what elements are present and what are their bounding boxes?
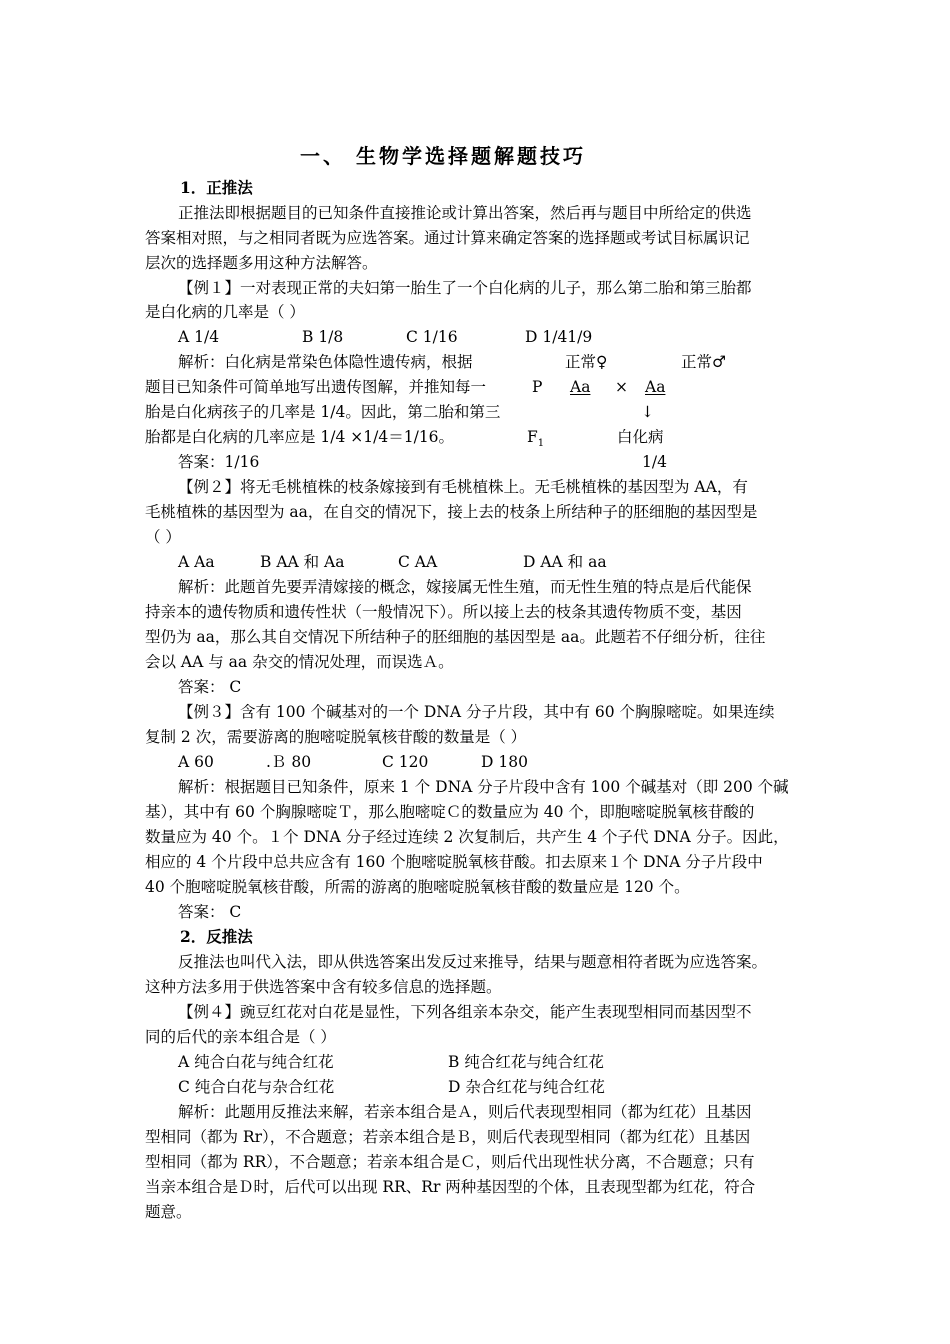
example-2-question: （ ）	[145, 528, 181, 546]
option-d: D 180	[481, 753, 528, 771]
paragraph-line: 层次的选择题多用这种方法解答。	[145, 254, 378, 272]
genotype-father: Aa	[645, 378, 666, 396]
answer-line: 答案： C	[178, 903, 242, 921]
analysis-line: 当亲本组合是Ｄ时，后代可以出现 RR、Rr 两种基因型的个体，且表现型都为红花，符合	[145, 1178, 756, 1196]
paragraph-line: 答案相对照，与之相同者既为应选答案。通过计算来确定答案的选择题或考试目标属识记	[145, 229, 750, 247]
analysis-line: 数量应为 40 个。１个 DNA 分子经过连续 2 次复制后，共产生 4 个子代 DNA 分子。因此，	[145, 828, 789, 846]
option-c: C 纯合白花与杂合红花	[178, 1078, 335, 1096]
example-2-question: 【例２】将无毛桃植株的枝条嫁接到有毛桃植株上。无毛桃植株的基因型为 AA，有	[178, 478, 748, 496]
cross-symbol: ×	[615, 378, 628, 396]
option-b: B AA 和 Aa	[260, 553, 345, 571]
option-d: D 杂合红花与纯合红花	[448, 1078, 605, 1096]
option-d: D 1/41/9	[525, 328, 593, 346]
analysis-line: 题目已知条件可简单地写出遗传图解，并推知每一	[145, 378, 487, 396]
option-a: A 纯合白花与纯合红花	[178, 1053, 334, 1071]
example-2-question: 毛桃植株的基因型为 aa，在自交的情况下，接上去的枝条上所结种子的胚细胞的基因型是	[145, 503, 758, 521]
analysis-line: 胎都是白化病的几率应是 1/4 ×1/4＝1/16。	[145, 428, 455, 446]
option-b: B 纯合红花与纯合红花	[448, 1053, 604, 1071]
option-b: B 1/8	[302, 328, 344, 346]
paragraph-line: 正推法即根据题目的已知条件直接推论或计算出答案，然后再与题目中所给定的供选	[178, 204, 752, 222]
analysis-line: 会以 AA 与 aa 杂交的情况处理，而误选Ａ。	[145, 653, 454, 671]
f1-label: $F_1$	[527, 428, 545, 450]
analysis-line: 持亲本的遗传物质和遗传性状（一般情况下）。所以接上去的枝条其遗传物质不变，基因	[145, 603, 742, 621]
option-c: C 120	[382, 753, 429, 771]
analysis-line: 基），其中有 60 个胸腺嘧啶Ｔ，那么胞嘧啶Ｃ的数量应为 40 个，即胞嘧啶脱氧核苷酸的	[145, 803, 755, 821]
analysis-line: 解析：此题首先要弄清嫁接的概念，嫁接属无性生殖，而无性生殖的特点是后代能保	[178, 578, 752, 596]
analysis-line: 型相同（都为 RR），不合题意；若亲本组合是Ｃ，则后代出现性状分离，不合题意；只有	[145, 1153, 755, 1171]
analysis-line: 胎是白化病孩子的几率是 1/4。因此，第二胎和第三	[145, 403, 501, 421]
option-a: A 60	[178, 753, 214, 771]
example-3-question: 复制 2 次，需要游离的胞嘧啶脱氧核苷酸的数量是（ ）	[145, 728, 527, 746]
section-heading-1: 1．正推法	[180, 178, 253, 197]
analysis-line: 解析：此题用反推法来解，若亲本组合是Ａ，则后代表现型相同（都为红花）且基因	[178, 1103, 752, 1121]
analysis-line: 型相同（都为 Rr），不合题意；若亲本组合是Ｂ，则后代表现型相同（都为红花）且基因	[145, 1128, 751, 1146]
analysis-line: 型仍为 aa，那么其自交情况下所结种子的胚细胞的基因型是 aa。此题若不仔细分析，往往	[145, 628, 766, 646]
genotype-mother: Aa	[570, 378, 591, 396]
section-heading-2: 2．反推法	[180, 927, 253, 946]
answer-line: 答案：1/16	[178, 453, 260, 471]
example-4-question: 同的后代的亲本组合是（ ）	[145, 1028, 336, 1046]
paragraph-line: 反推法也叫代入法，即从供选答案出发反过来推导，结果与题意相符者既为应选答案。	[178, 953, 768, 971]
parent-label: P	[532, 378, 543, 396]
option-a: A Aa	[178, 553, 215, 571]
analysis-line: 解析：白化病是常染色体隐性遗传病，根据	[178, 353, 473, 371]
option-d: D AA 和 aa	[523, 553, 607, 571]
option-b: .Ｂ 80	[266, 753, 312, 771]
page-title: 一、 生物学选择题解题技巧	[300, 144, 586, 168]
answer-line: 答案： C	[178, 678, 242, 696]
male-label: 正常♂	[681, 353, 726, 371]
example-3-question: 【例３】含有 100 个碱基对的一个 DNA 分子片段，其中有 60 个胸腺嘧啶。如果连续	[178, 703, 775, 721]
female-label: 正常♀	[565, 353, 608, 371]
option-c: C 1/16	[406, 328, 458, 346]
down-arrow-icon: ↓	[641, 403, 654, 421]
analysis-line: 40 个胞嘧啶脱氧核苷酸，所需的游离的胞嘧啶脱氧核苷酸的数量应是 120 个。	[145, 878, 690, 896]
analysis-line: 相应的 4 个片段中总共应含有 160 个胞嘧啶脱氧核苷酸。扣去原来１个 DNA 分子片段中	[145, 853, 763, 871]
probability-label: 1/4	[642, 453, 667, 471]
analysis-line: 解析：根据题目已知条件，原来 1 个 DNA 分子片段中含有 100 个碱基对（即 200 个碱	[178, 778, 789, 796]
example-1-question: 是白化病的几率是（ ）	[145, 303, 305, 321]
albino-label: 白化病	[617, 428, 664, 446]
paragraph-line: 这种方法多用于供选答案中含有较多信息的选择题。	[145, 978, 502, 996]
option-c: C AA	[398, 553, 438, 571]
example-1-question: 【例１】一对表现正常的夫妇第一胎生了一个白化病的儿子，那么第二胎和第三胎都	[178, 279, 752, 297]
analysis-line: 题意。	[145, 1203, 192, 1221]
example-4-question: 【例４】豌豆红花对白花是显性，下列各组亲本杂交，能产生表现型相同而基因型不	[178, 1003, 752, 1021]
option-a: A 1/4	[178, 328, 220, 346]
